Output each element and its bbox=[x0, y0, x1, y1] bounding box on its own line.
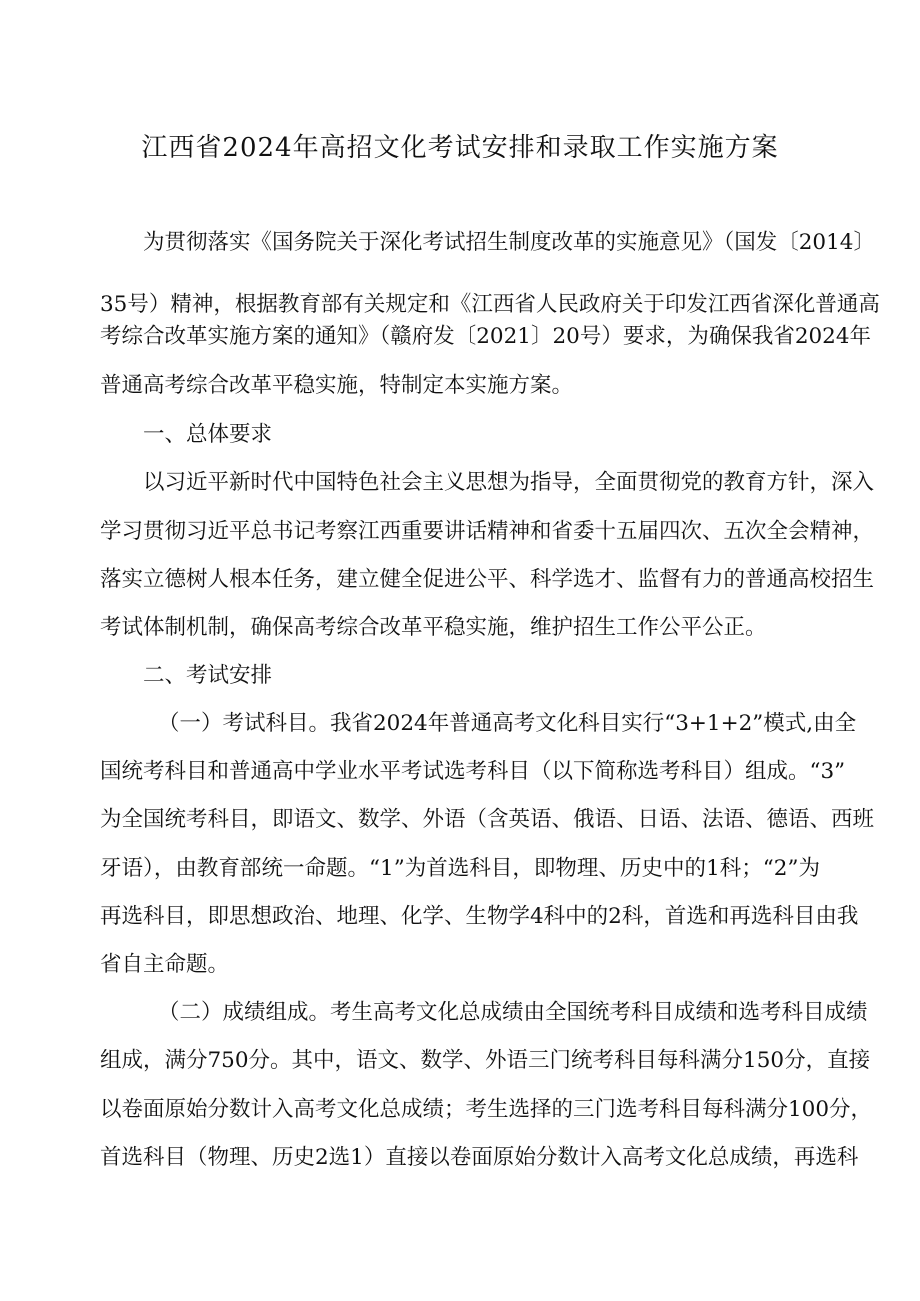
intro-line-2: 35号）精神，根据教育部有关规定和《江西省人民政府关于印发江西省深化普通高 bbox=[100, 292, 880, 317]
subjects-line-2: 国统考科目和普通高中学业水平考试选考科目（以下简称选考科目）组成。“3” bbox=[100, 759, 846, 784]
document-title: 江西省2024年高招文化考试安排和录取工作实施方案 bbox=[141, 133, 779, 163]
general-line-2: 学习贯彻习近平总书记考察江西重要讲话精神和省委十五届四次、五次全会精神， bbox=[100, 519, 875, 544]
intro-line-3: 考综合改革实施方案的通知》（赣府发〔2021〕20号）要求，为确保我省2024年 bbox=[100, 324, 872, 349]
general-line-1: 以习近平新时代中国特色社会主义思想为指导，全面贯彻党的教育方针，深入 bbox=[143, 470, 875, 495]
subjects-line-4: 牙语），由教育部统一命题。“1”为首选科目，即物理、历史中的1科；“2”为 bbox=[100, 856, 820, 881]
general-line-3: 落实立德树人根本任务，建立健全促进公平、科学选才、监督有力的普通高校招生 bbox=[100, 567, 875, 592]
scores-line-2: 组成，满分750分。其中，语文、数学、外语三门统考科目每科满分150分，直接 bbox=[100, 1048, 871, 1073]
subjects-line-1: （一）考试科目。我省2024年普通高考文化科目实行“3+1+2”模式,由全 bbox=[158, 711, 857, 736]
section-heading-general: 一、总体要求 bbox=[143, 422, 273, 447]
scores-line-3: 以卷面原始分数计入高考文化总成绩；考生选择的三门选考科目每科满分100分， bbox=[100, 1097, 873, 1122]
scores-line-1: （二）成绩组成。考生高考文化总成绩由全国统考科目成绩和选考科目成绩 bbox=[158, 1000, 868, 1025]
intro-line-1: 为贯彻落实《国务院关于深化考试招生制度改革的实施意见》（国发〔2014〕 bbox=[143, 230, 875, 255]
subjects-line-6: 省自主命题。 bbox=[100, 952, 230, 977]
intro-line-4: 普通高考综合改革平稳实施，特制定本实施方案。 bbox=[100, 373, 574, 398]
section-heading-exam: 二、考试安排 bbox=[143, 663, 273, 688]
subjects-line-5: 再选科目，即思想政治、地理、化学、生物学4科中的2科，首选和再选科目由我 bbox=[100, 904, 859, 929]
scores-line-4: 首选科目（物理、历史2选1）直接以卷面原始分数计入高考文化总成绩，再选科 bbox=[100, 1145, 859, 1170]
subjects-line-3: 为全国统考科目，即语文、数学、外语（含英语、俄语、日语、法语、德语、西班 bbox=[100, 807, 875, 832]
general-line-4: 考试体制机制，确保高考综合改革平稳实施，维护招生工作公平公正。 bbox=[100, 615, 767, 640]
